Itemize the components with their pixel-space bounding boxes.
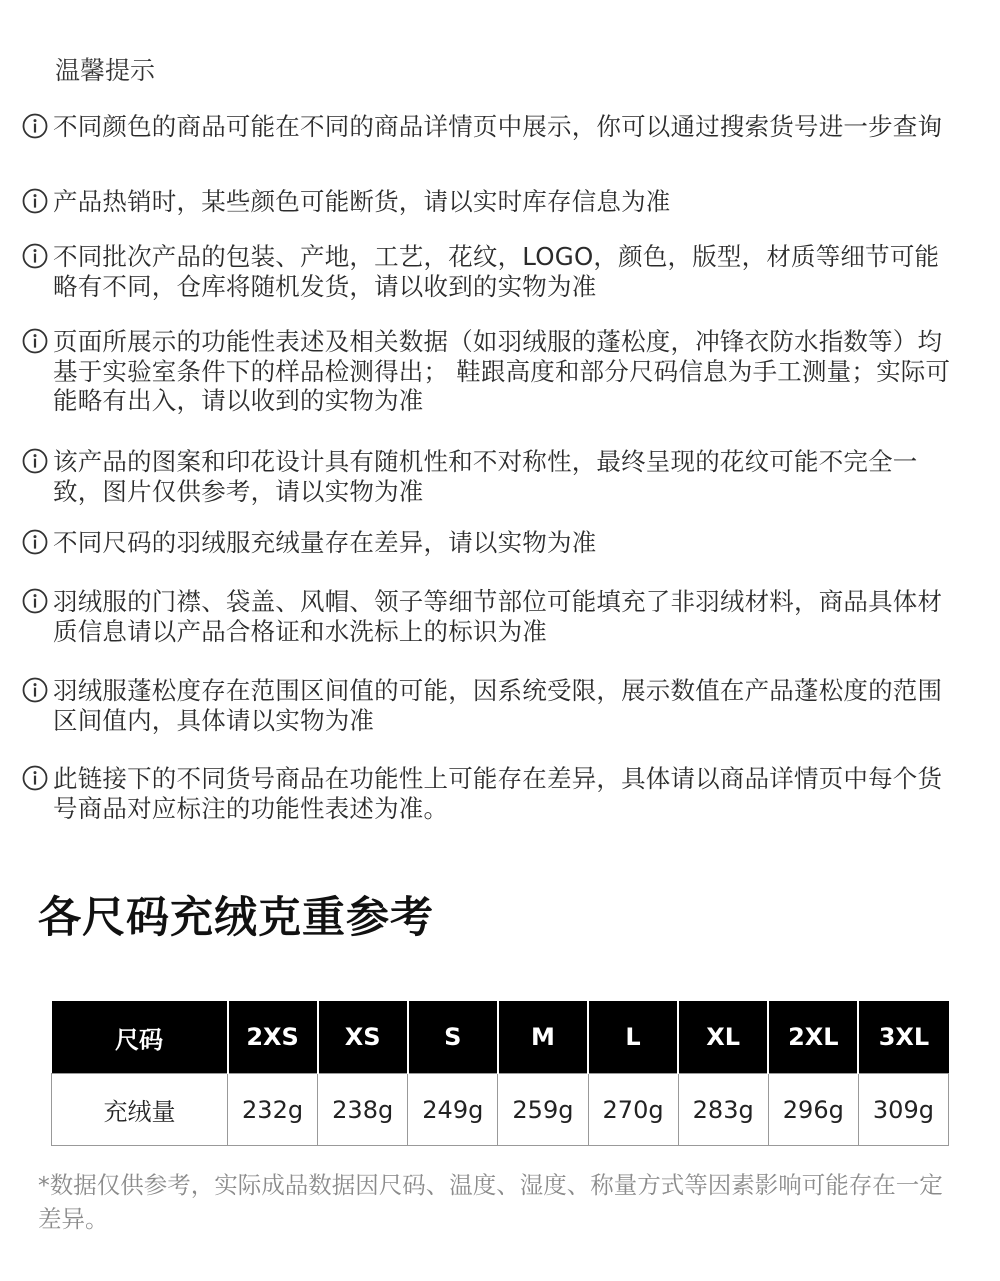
info-circle-icon	[22, 328, 48, 354]
tip-item	[22, 187, 962, 217]
weight-cell: 270g	[588, 1074, 678, 1146]
tips-title: 温馨提示	[55, 56, 156, 85]
info-circle-icon	[22, 243, 48, 269]
size-header: 2XL	[768, 1001, 858, 1074]
info-circle-icon	[22, 529, 48, 555]
down-weight-table	[51, 1001, 949, 1146]
row-label: 充绒量	[52, 1074, 228, 1146]
weight-cell: 238g	[318, 1074, 408, 1146]
tip-item	[22, 764, 962, 823]
table-row	[52, 1074, 949, 1146]
info-circle-icon	[22, 588, 48, 614]
weight-cell: 249g	[408, 1074, 498, 1146]
size-header: XS	[318, 1001, 408, 1074]
tip-text: 该产品的图案和印花设计具有随机性和不对称性，最终呈现的花纹可能不完全一致，图片仅供参考，请以实物为准	[53, 447, 918, 506]
tip-item	[22, 447, 962, 506]
info-circle-icon	[22, 677, 48, 703]
tip-text: 不同颜色的商品可能在不同的商品详情页中展示，你可以通过搜索货号进一步查询	[53, 112, 943, 141]
header-label: 尺码	[52, 1001, 228, 1074]
size-header: S	[408, 1001, 498, 1074]
section-title: 各尺码充绒克重参考	[38, 893, 434, 943]
weight-cell: 296g	[768, 1074, 858, 1146]
tip-text: 产品热销时，某些颜色可能断货，请以实时库存信息为准	[53, 187, 671, 216]
table-header-row	[52, 1001, 949, 1074]
size-header: XL	[678, 1001, 768, 1074]
tip-item	[22, 676, 962, 735]
size-header: M	[498, 1001, 588, 1074]
tip-item	[22, 327, 962, 416]
tip-text: 羽绒服蓬松度存在范围区间值的可能，因系统受限，展示数值在产品蓬松度的范围区间值内，具体请以实物为准	[53, 676, 943, 735]
weight-cell: 232g	[228, 1074, 318, 1146]
tip-text: 不同尺码的羽绒服充绒量存在差异，请以实物为准	[53, 528, 597, 557]
tip-item	[22, 528, 962, 558]
tip-item	[22, 242, 962, 301]
tip-text: 页面所展示的功能性表述及相关数据（如羽绒服的蓬松度，冲锋衣防水指数等）均基于实验室条件下的样品检测得出； 鞋跟高度和部分尺码信息为手工测量；实际可能略有出入，请以收到的实物为准	[53, 327, 951, 415]
size-header: 3XL	[858, 1001, 948, 1074]
tip-item	[22, 587, 962, 646]
tip-text: 不同批次产品的包装、产地，工艺，花纹，LOGO，颜色，版型，材质等细节可能略有不同，仓库将随机发货，请以收到的实物为准	[53, 242, 940, 301]
size-header: L	[588, 1001, 678, 1074]
info-circle-icon	[22, 448, 48, 474]
tip-item	[22, 112, 962, 142]
tip-text: 羽绒服的门襟、袋盖、风帽、领子等细节部位可能填充了非羽绒材料，商品具体材质信息请以产品合格证和水洗标上的标识为准	[53, 587, 943, 646]
info-circle-icon	[22, 765, 48, 791]
tip-text: 此链接下的不同货号商品在功能性上可能存在差异，具体请以商品详情页中每个货号商品对应标注的功能性表述为准。	[53, 764, 943, 823]
info-circle-icon	[22, 188, 48, 214]
info-circle-icon	[22, 113, 48, 139]
size-header: 2XS	[228, 1001, 318, 1074]
footnote: *数据仅供参考，实际成品数据因尺码、温度、湿度、称量方式等因素影响可能存在一定差异。	[38, 1171, 943, 1233]
weight-cell: 283g	[678, 1074, 768, 1146]
weight-cell: 309g	[858, 1074, 948, 1146]
weight-cell: 259g	[498, 1074, 588, 1146]
